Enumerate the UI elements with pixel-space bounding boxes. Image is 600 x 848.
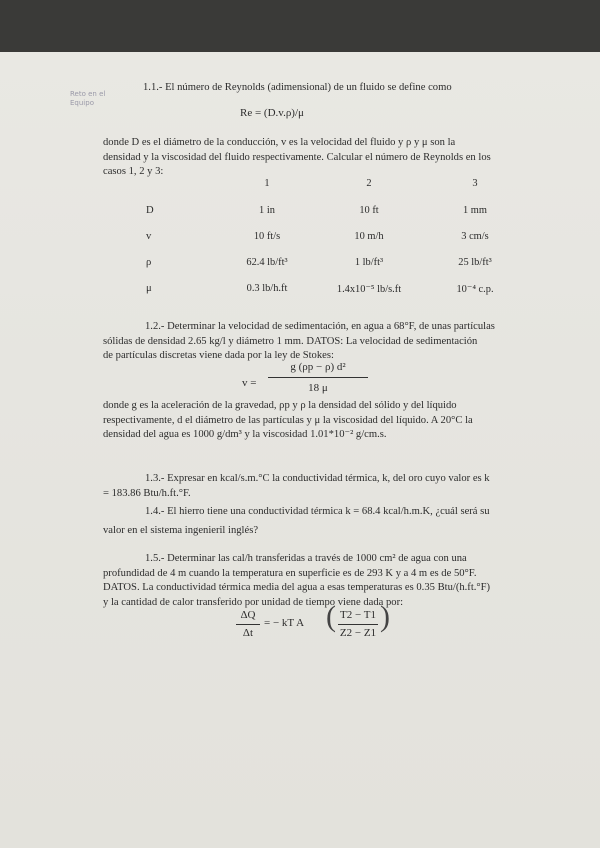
formula-lhs-numerator: ΔQ (240, 609, 256, 621)
formula-numerator: T2 − T1 (340, 609, 376, 621)
text-line: 1.4.- El hierro tiene una conductividad térmica k = 68.4 kcal/h.m.K, ¿cuál será su (145, 506, 490, 517)
table-cell: 25 lb/ft³ (458, 257, 492, 268)
text-line: densidad del agua es 1000 g/dm³ y la viscosidad 1.01*10⁻² g/cm.s. (103, 429, 387, 440)
table-header: 2 (366, 178, 372, 189)
problem-1-5-text (103, 552, 501, 610)
text-line: donde g es la aceleración de la gravedad, ρp y ρ la densidad del sólido y del líquido (103, 400, 457, 411)
problem-1-2-text (103, 320, 501, 364)
table-cell: 1 lb/ft³ (354, 257, 384, 268)
text-line: casos 1, 2 y 3: (103, 166, 164, 177)
text-line: y la cantidad de calor transferido por unidad de tiempo viene dada por: (103, 596, 404, 608)
table-cell: 1 in (259, 205, 275, 216)
table-row-label: ρ (146, 257, 152, 268)
table-row-label: μ (146, 283, 152, 294)
text-line: DATOS. La conductividad térmica media del agua a esas temperaturas es 0.35 Btu/(h.ft.°F) (103, 582, 491, 593)
text-line: profundidad de 4 m cuando la temperatura en superficie es de 293 K y a 4 m es de 50°F. (103, 567, 477, 579)
fraction-bar (236, 624, 260, 625)
text-line: 1.5.- Determinar las cal/h transferidas a través de 1000 cm² de agua con una (145, 553, 467, 564)
text-line: sólidas de densidad 2.65 kg/l y diámetro 1 mm. DATOS: La velocidad de sedimentación (103, 335, 478, 347)
table-cell: 1 mm (463, 205, 487, 216)
table-row-label: v (146, 231, 152, 242)
fraction-bar (268, 377, 368, 378)
handwritten-line: Equipo (70, 99, 94, 107)
problem-1-2-text-after (103, 399, 501, 443)
formula-denominator: 18 μ (308, 382, 328, 394)
reynolds-formula: Re = (D.v.ρ)/μ (240, 107, 304, 119)
text-line: valor en el sistema ingenieril inglés? (103, 524, 259, 536)
document-page (0, 52, 600, 848)
table-cell: 1.4x10⁻⁵ lb/s.ft (336, 284, 402, 295)
table-cell: 3 cm/s (461, 231, 489, 242)
table-header: 3 (472, 178, 478, 189)
problem-1-1-text (103, 136, 501, 180)
problem-1-3-text (103, 472, 501, 501)
fraction-bar (338, 624, 378, 625)
handwritten-note (70, 90, 105, 108)
text-line: respectivamente, d el diámetro de las partículas y μ la viscosidad del líquido. A 20°C la (103, 414, 473, 426)
text-line: densidad y la viscosidad del fluido respectivamente. Calcular el número de Reynolds en los (103, 151, 491, 163)
handwritten-line: Reto en el (70, 90, 106, 98)
text-line: 1.3.- Expresar en kcal/s.m.°C la conductividad térmica, k, del oro cuyo valor es k (145, 473, 490, 484)
table-cell: 62.4 lb/ft³ (246, 257, 288, 268)
text-line: 1.2.- Determinar la velocidad de sedimentación, en agua a 68°F, de unas partículas (145, 321, 495, 332)
text-line: = 183.86 Btu/h.ft.°F. (103, 487, 191, 499)
table-cell: 10 m/h (354, 231, 384, 242)
table-cell: 10⁻⁴ c.p. (456, 284, 494, 295)
left-paren-icon: ( (326, 600, 336, 633)
text-line: donde D es el diámetro de la conducción, v es la velocidad del fluido y ρ y μ son la (103, 137, 456, 148)
table-cell: 0.3 lb/h.ft (246, 283, 288, 294)
table-cell: 10 ft/s (253, 231, 281, 242)
problem-1-4-text (103, 505, 501, 538)
formula-denominator: Z2 − Z1 (339, 627, 377, 639)
table-header: 1 (264, 178, 270, 189)
formula-lhs: v = (242, 377, 257, 389)
table-row-label: D (146, 205, 154, 216)
text-line: de partículas discretas viene dada por la ley de Stokes: (103, 350, 334, 361)
right-paren-icon: ) (380, 600, 390, 633)
table-cell: 10 ft (359, 205, 379, 216)
formula-lhs-denominator: Δt (242, 627, 254, 639)
formula-middle: = − kT A (264, 617, 305, 629)
formula-numerator: g (ρp − ρ) d² (290, 361, 346, 373)
problem-1-1-title: 1.1.- El número de Reynolds (adimensional) de un fluido se define como (143, 82, 452, 93)
